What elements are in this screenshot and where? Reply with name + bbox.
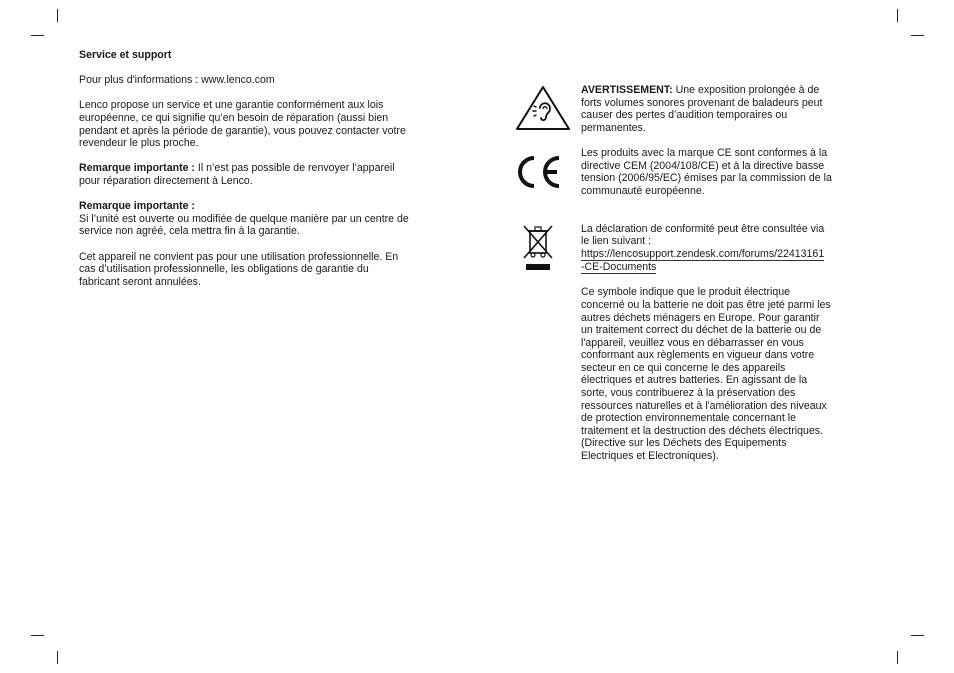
left-column — [79, 49, 463, 288]
weee-line: de protection environnementale concernant le — [581, 412, 796, 425]
crop-mark-top-right-h — [911, 35, 924, 36]
warning-line: permanentes. — [581, 121, 646, 134]
hearing-warning-icon — [514, 84, 572, 132]
weee-line: traitement et la destruction des déchets électriques. — [581, 424, 824, 437]
pro-line: fabricant seront annulées. — [79, 275, 201, 288]
crop-mark-bottom-right-h — [911, 635, 924, 636]
service-line: européenne, ce qui signifie qu’en besoin de réparation (aussi bien — [79, 111, 389, 124]
ce-line: tension (2006/95/EC) émises par la commission de la — [581, 172, 832, 185]
weee-line: ressources naturelles et à l'amélioration des niveaux — [581, 399, 827, 412]
service-line: Lenco propose un service et une garantie conformément aux lois — [79, 99, 384, 112]
service-line: pendant et après la période de garantie), vous pouvez contacter votre — [79, 124, 406, 137]
ce-line: Les produits avec la marque CE sont conformes à la — [581, 146, 828, 159]
declaration-line: La déclaration de conformité peut être consultée via — [581, 222, 825, 235]
weee-line: autres déchets ménagers en Europe. Pour garantir — [581, 311, 820, 324]
crop-mark-bottom-left-v — [57, 651, 58, 664]
note1-label: Remarque importante : — [79, 162, 195, 175]
weee-line: Electriques et Electroniques). — [581, 450, 719, 463]
ce-paragraph — [581, 147, 871, 197]
warning-label: AVERTISSEMENT: — [581, 84, 673, 96]
crop-mark-bottom-right-v — [897, 651, 898, 664]
pro-paragraph — [79, 251, 463, 289]
warning-line: causer des pertes d’audition temporaires ou — [581, 109, 788, 122]
crossed-bin-icon — [520, 222, 556, 272]
section-title: Service et support — [79, 49, 172, 61]
note2-label: Remarque importante : — [79, 200, 195, 213]
weee-line: électriques et autres batteries. En agissant de la — [581, 374, 808, 387]
note2-line: service non agréé, cela mettra fin à la garantie. — [79, 225, 300, 238]
warning-line: forts volumes sonores provenant de baladeurs peut — [581, 96, 823, 109]
pro-line: Cet appareil ne convient pas pour une utilisation professionnelle. En — [79, 250, 399, 263]
note2-line: Si l’unité est ouverte ou modifiée de quelque manière par un centre de — [79, 212, 409, 225]
weee-line: secteur en ce qui concerne le des appareils — [581, 361, 786, 374]
ce-mark-icon — [515, 152, 563, 192]
note2-paragraph — [79, 200, 463, 238]
ce-line: communauté européenne. — [581, 184, 705, 197]
warning-paragraph — [581, 84, 871, 134]
crop-mark-top-left-v — [57, 9, 58, 22]
weee-line: conformant aux règlements en vigueur dans votre — [581, 349, 815, 362]
service-line: revendeur le plus proche. — [79, 137, 199, 150]
ce-documents-link-cont[interactable]: -CE-Documents — [581, 260, 657, 273]
weee-line: (Directive sur les Déchets des Equipements — [581, 437, 787, 450]
info-line: Pour plus d'informations : www.lenco.com — [79, 74, 275, 87]
weee-line: un traitement correct du déchet de la batterie ou de — [581, 324, 822, 337]
note1-line: pour réparation directement à Lenco. — [79, 174, 253, 187]
crop-mark-top-right-v — [897, 9, 898, 22]
weee-line: l'appareil, veuillez vous en débarrasser en vous — [581, 336, 804, 349]
declaration-line: le lien suivant : — [581, 235, 652, 248]
ce-line: directive CEM (2004/108/CE) et à la directive basse — [581, 159, 825, 172]
warning-text: Une exposition prolongée à de — [672, 84, 820, 96]
service-paragraph — [79, 99, 463, 149]
ce-documents-link[interactable]: https://lencosupport.zendesk.com/forums/22413161 — [581, 247, 825, 260]
crop-mark-bottom-left-h — [31, 635, 44, 636]
pro-line: cas d’utilisation professionnelle, les obligations de garantie du — [79, 263, 369, 276]
weee-line: Ce symbole indique que le produit électrique — [581, 286, 791, 299]
note1-paragraph — [79, 162, 463, 187]
right-column — [581, 84, 871, 463]
weee-paragraph — [581, 286, 871, 462]
note1-text: Il n’est pas possible de renvoyer l’appareil — [194, 162, 395, 175]
declaration-paragraph — [581, 223, 871, 274]
weee-line: concerné ou la batterie ne doit pas être jeté parmi les — [581, 298, 831, 311]
weee-line: sorte, vous contribuerez à la préservation des — [581, 387, 796, 400]
crop-mark-top-left-h — [31, 35, 44, 36]
